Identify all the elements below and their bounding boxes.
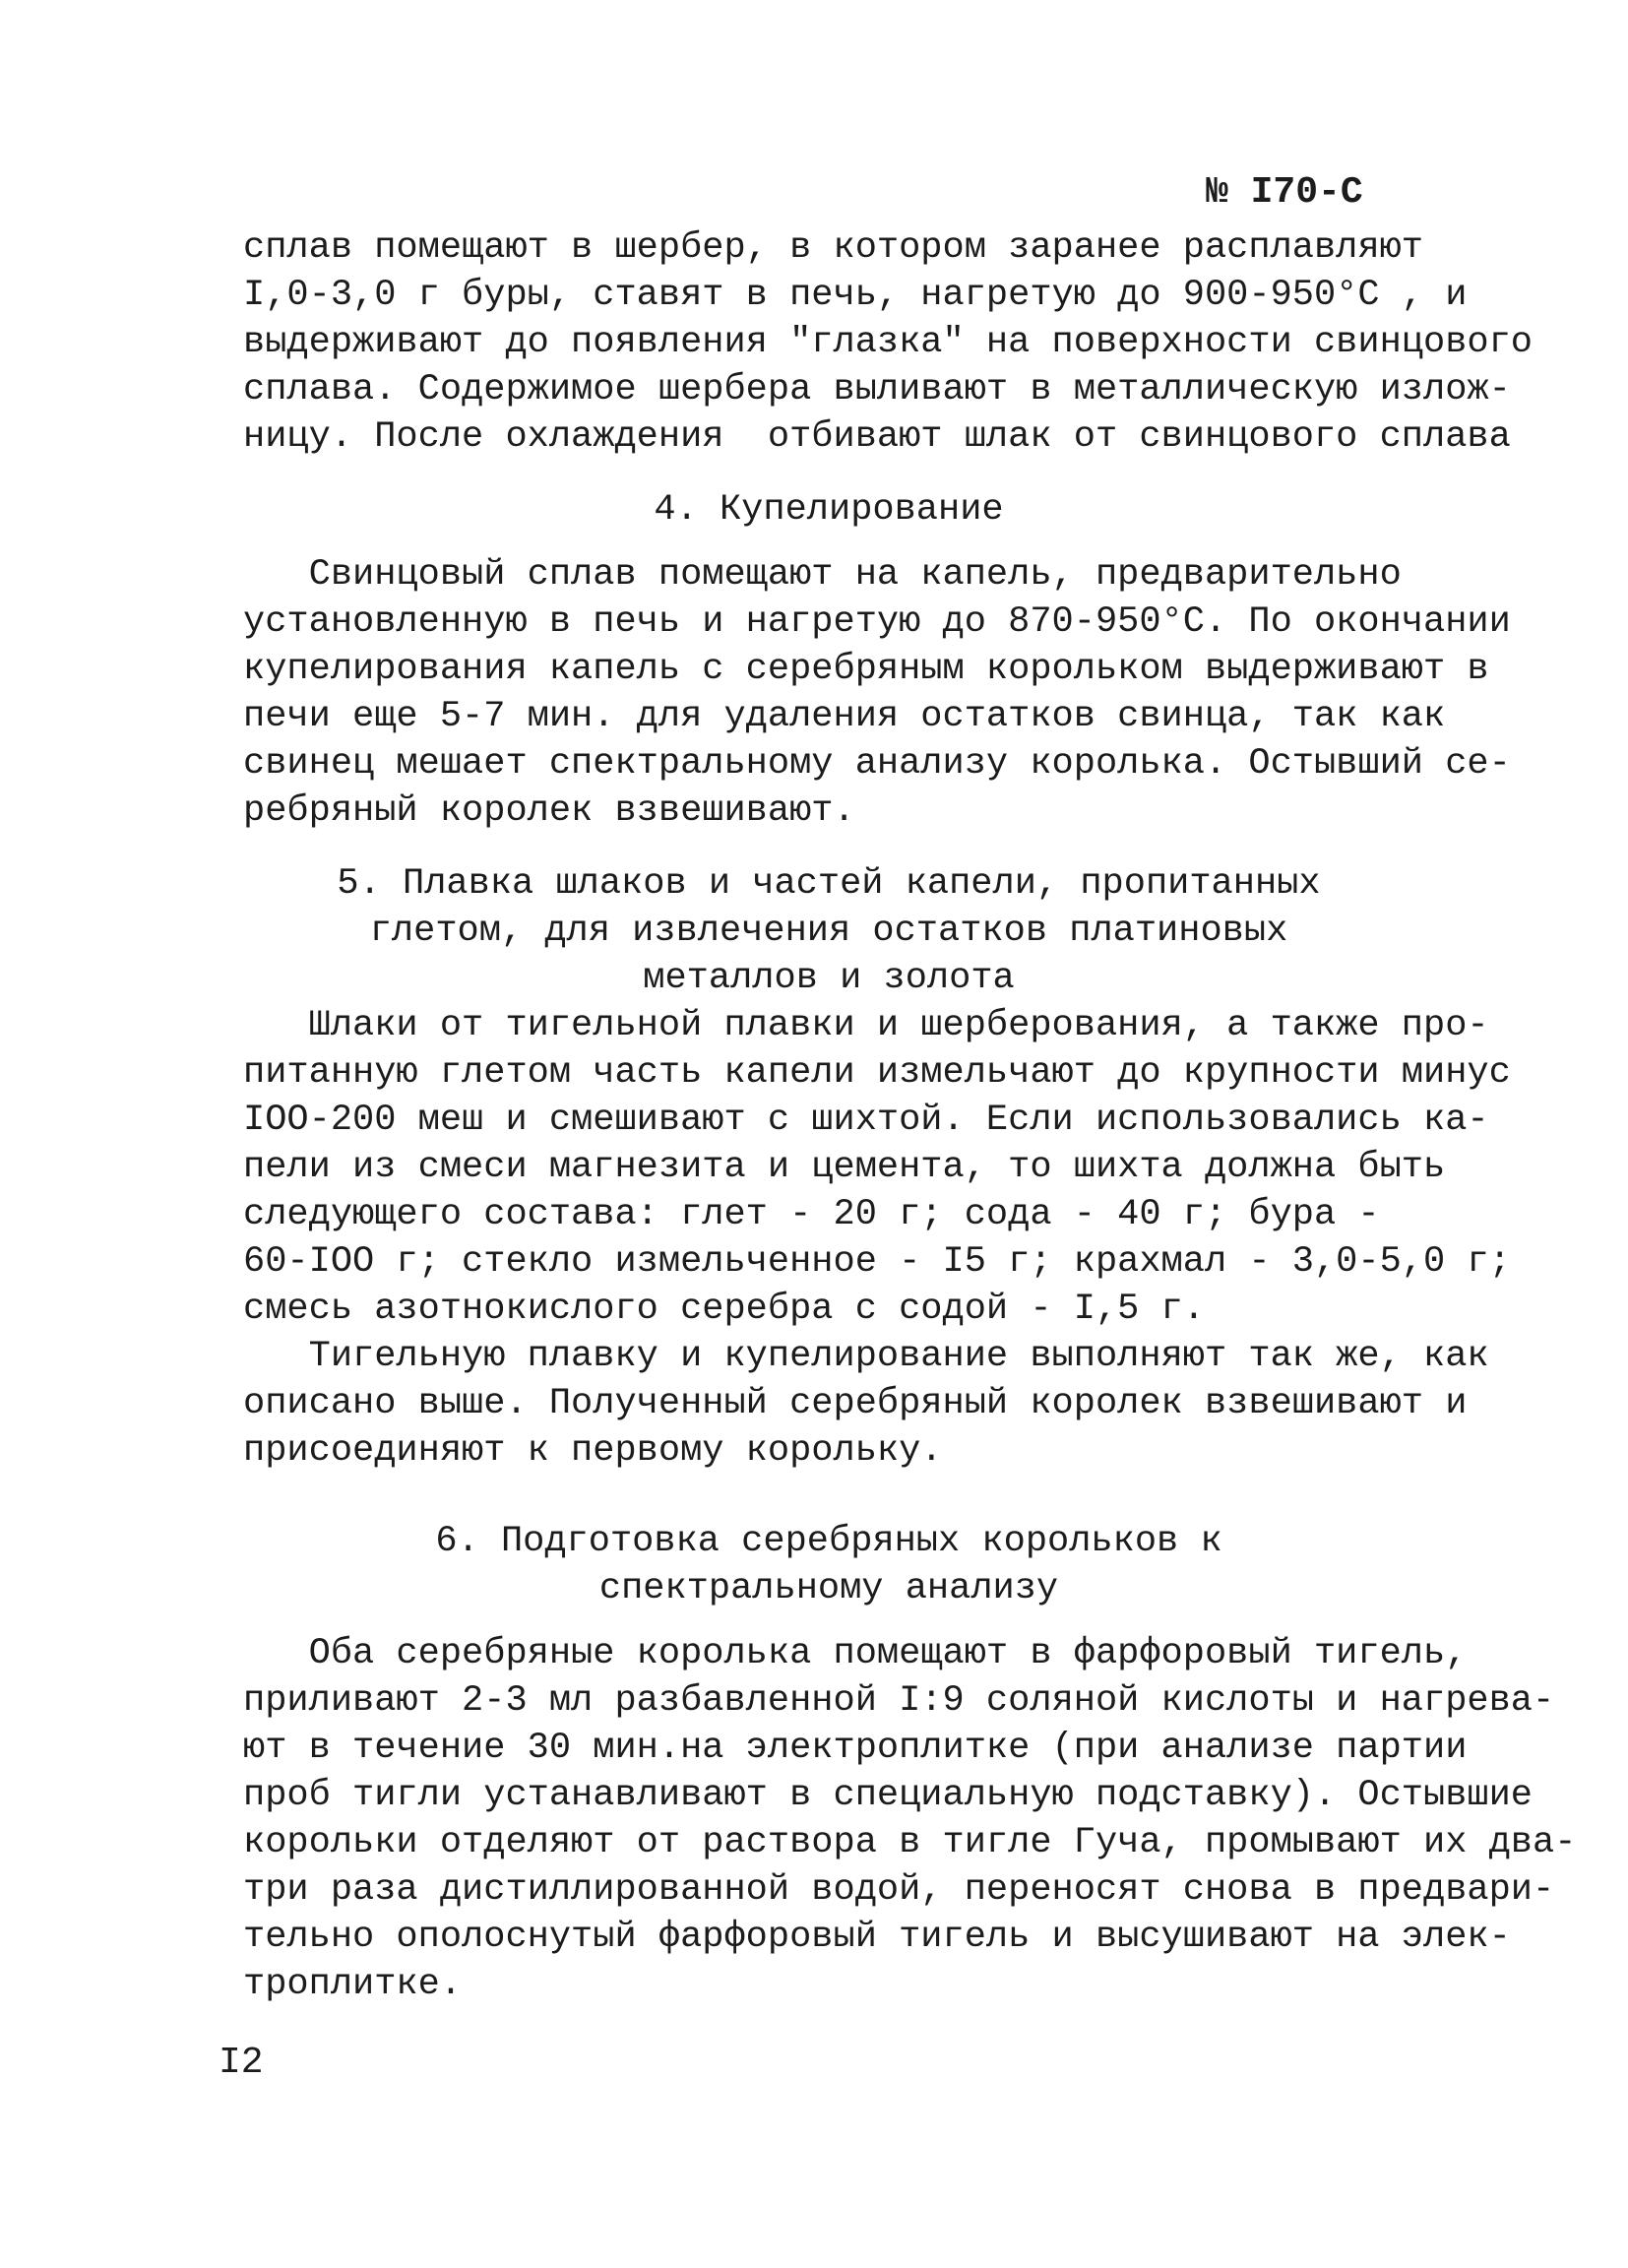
- section-title-line: 6. Подготовка серебряных корольков к: [435, 1521, 1222, 1562]
- text-line: ют в течение 30 мин.на электроплитке (при анализе партии: [243, 1728, 1468, 1769]
- text-line: проб тигли устанавливают в специальную подставку). Остывшие: [243, 1775, 1534, 1816]
- page-number: I2: [219, 2042, 264, 2084]
- section-5-heading: [243, 860, 1414, 1002]
- section-5-paragraph-2: [243, 1333, 1489, 1475]
- text-line: сплав помещают в шербер, в котором заранее расплавляют: [243, 227, 1423, 269]
- text-line: корольки отделяют от раствора в тигле Гуча, промывают их два-: [243, 1822, 1577, 1863]
- text-line: тельно ополоснутый фарфоровый тигель и высушивают на элек-: [243, 1917, 1511, 1958]
- text-line: описано выше. Полученный серебряный королек взвешивают и: [243, 1383, 1468, 1424]
- section-title-line: металлов и золота: [643, 958, 1015, 999]
- text-line: IOO-200 меш и смешивают с шихтой. Если использовались ка-: [243, 1100, 1489, 1141]
- text-line: приливают 2-3 мл разбавленной I:9 соляной кислоты и нагрева-: [243, 1680, 1555, 1722]
- section-title-line: 5. Плавка шлаков и частей капели, пропитанных: [337, 863, 1321, 905]
- section-4-heading: [243, 486, 1414, 534]
- text-line: купелирования капель с серебряным корольком выдерживают в: [243, 649, 1489, 690]
- section-title: 4. Купелирование: [654, 489, 1004, 531]
- text-line: Шлаки от тигельной плавки и шерберования, а также про-: [243, 1005, 1489, 1046]
- text-line: Тигельную плавку и купелирование выполняют так же, как: [243, 1336, 1489, 1377]
- text-line: Оба серебряные королька помещают в фарфоровый тигель,: [243, 1633, 1468, 1674]
- text-line: три раза дистиллированной водой, переносят снова в предвари-: [243, 1869, 1555, 1911]
- section-title-line: глетом, для извлечения остатков платиновых: [369, 911, 1288, 952]
- text-line: Свинцовый сплав помещают на капель, предварительно: [243, 554, 1402, 596]
- document-number: № I70-С: [1206, 171, 1363, 214]
- text-line: печи еще 5-7 мин. для удаления остатков свинца, так как: [243, 696, 1446, 737]
- body-text: [243, 224, 1577, 2008]
- text-line: смесь азотнокислого серебра с содой - I,5 г.: [243, 1289, 1205, 1330]
- text-line: ребряный королек взвешивают.: [243, 790, 855, 832]
- continuation-paragraph: [243, 224, 1534, 461]
- section-title-line: спектральному анализу: [598, 1568, 1059, 1609]
- text-line: троплитке.: [243, 1964, 463, 2005]
- text-line: установленную в печь и нагретую до 870-950°С. По окончании: [243, 601, 1511, 643]
- text-line: пели из смеси магнезита и цемента, то шихта должна быть: [243, 1147, 1446, 1188]
- section-4-paragraph: [243, 551, 1511, 835]
- text-line: свинец мешает спектральному анализу королька. Остывший се-: [243, 743, 1511, 785]
- text-line: I,0-3,0 г буры, ставят в печь, нагретую до 900-950°С , и: [243, 275, 1468, 316]
- section-6-heading: [243, 1518, 1414, 1612]
- text-line: ницу. После охлаждения отбивают шлак от свинцового сплава: [243, 416, 1511, 458]
- text-line: присоединяют к первому корольку.: [243, 1430, 943, 1472]
- section-6-paragraph: [243, 1630, 1577, 2008]
- text-line: 60-IOO г; стекло измельченное - I5 г; крахмал - 3,0-5,0 г;: [243, 1241, 1511, 1283]
- section-5-paragraph-1: [243, 1002, 1511, 1333]
- text-line: выдерживают до появления "глазка" на поверхности свинцового: [243, 322, 1534, 363]
- text-line: следующего состава: глет - 20 г; сода - 40 г; бура -: [243, 1194, 1380, 1235]
- text-line: питанную глетом часть капели измельчают до крупности минус: [243, 1052, 1511, 1094]
- text-line: сплава. Содержимое шербера выливают в металлическую излож-: [243, 369, 1511, 410]
